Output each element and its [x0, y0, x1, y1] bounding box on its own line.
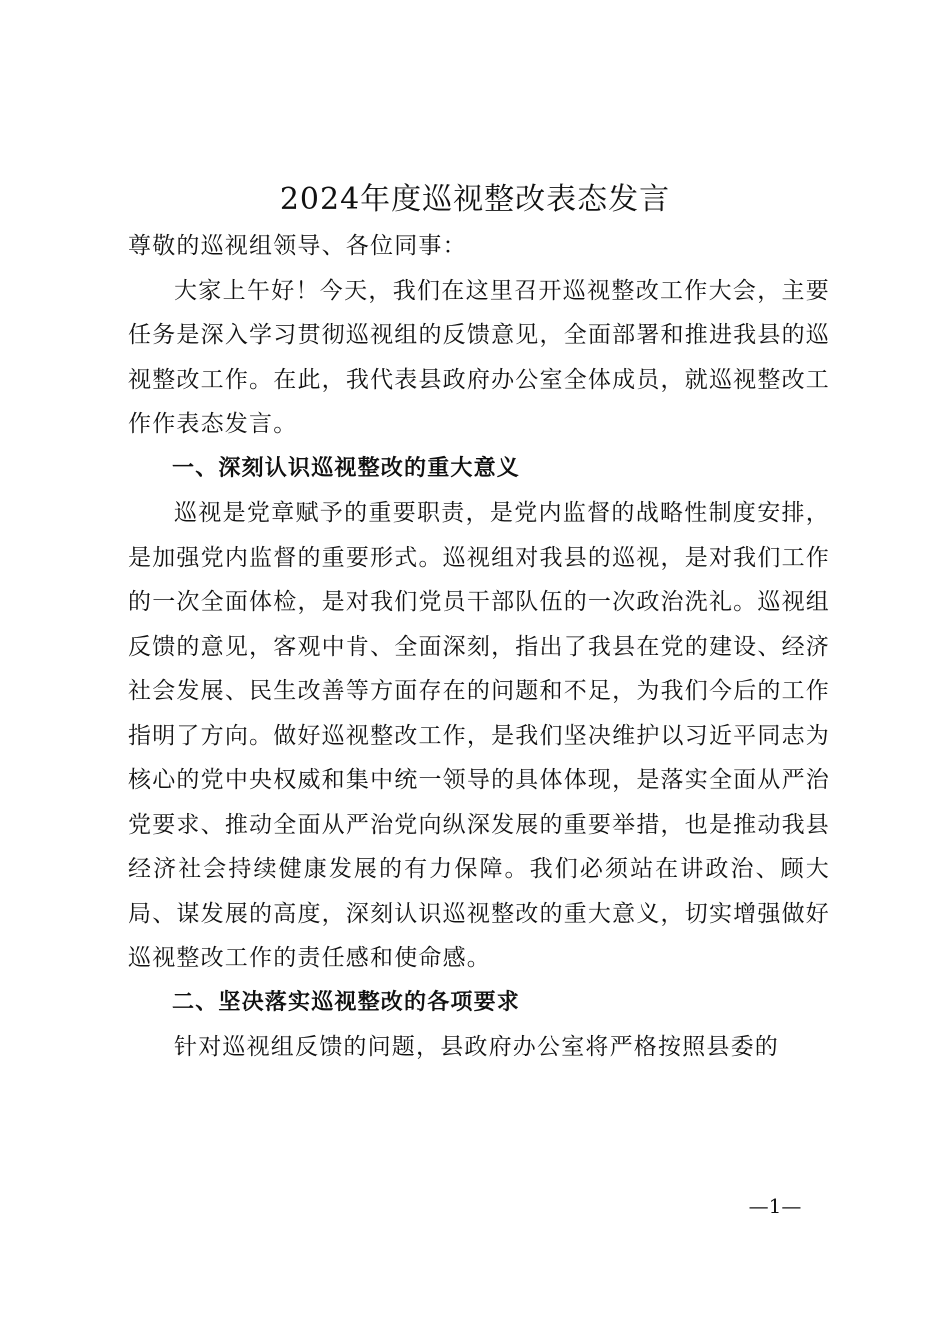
- salutation: 尊敬的巡视组领导、各位同事：: [128, 233, 467, 259]
- page-number: —1—: [748, 1194, 802, 1218]
- document-title: 2024年度巡视整改表态发言: [279, 182, 671, 217]
- paragraph-significance: 巡视是党章赋予的重要职责，是党内监督的战略性制度安排，是加强党内监督的重要形式。巡视组对我县的巡视，是对我们工作的一次全面体检，是对我们党员干部队伍的一次政治洗礼。巡视组反馈的意见，客观中肯、全面深刻，指出了我县在党的建设、经济社会发展、民生改善等方面存在的问题和不足，为我们今后的工作指明了方向。做好巡视整改工作，是我们坚决维护以习近平同志为核心的党中央权威和集中统一领导的具体体现，是落实全面从严治党要求、推动全面从严治党向纵深发展的重要举措，也是推动我县经济社会持续健康发展的有力保障。我们必须站在讲政治、顾大局、谋发展的高度，深刻认识巡视整改的重大意义，切实增强做好巡视整改工作的责任感和使命感。: [128, 500, 830, 971]
- paragraph-requirements: 针对巡视组反馈的问题，县政府办公室将严格按照县委的: [174, 1034, 779, 1060]
- paragraph-opening: 大家上午好！今天，我们在这里召开巡视整改工作大会，主要任务是深入学习贯彻巡视组的反馈意见，全面部署和推进我县的巡视整改工作。在此，我代表县政府办公室全体成员，就巡视整改工作作表态发言。: [128, 277, 830, 437]
- section-heading-1: 一、深刻认识巡视整改的重大意义: [172, 455, 521, 481]
- document-body: [128, 224, 830, 1070]
- section-heading-2: 二、坚决落实巡视整改的各项要求: [172, 989, 521, 1015]
